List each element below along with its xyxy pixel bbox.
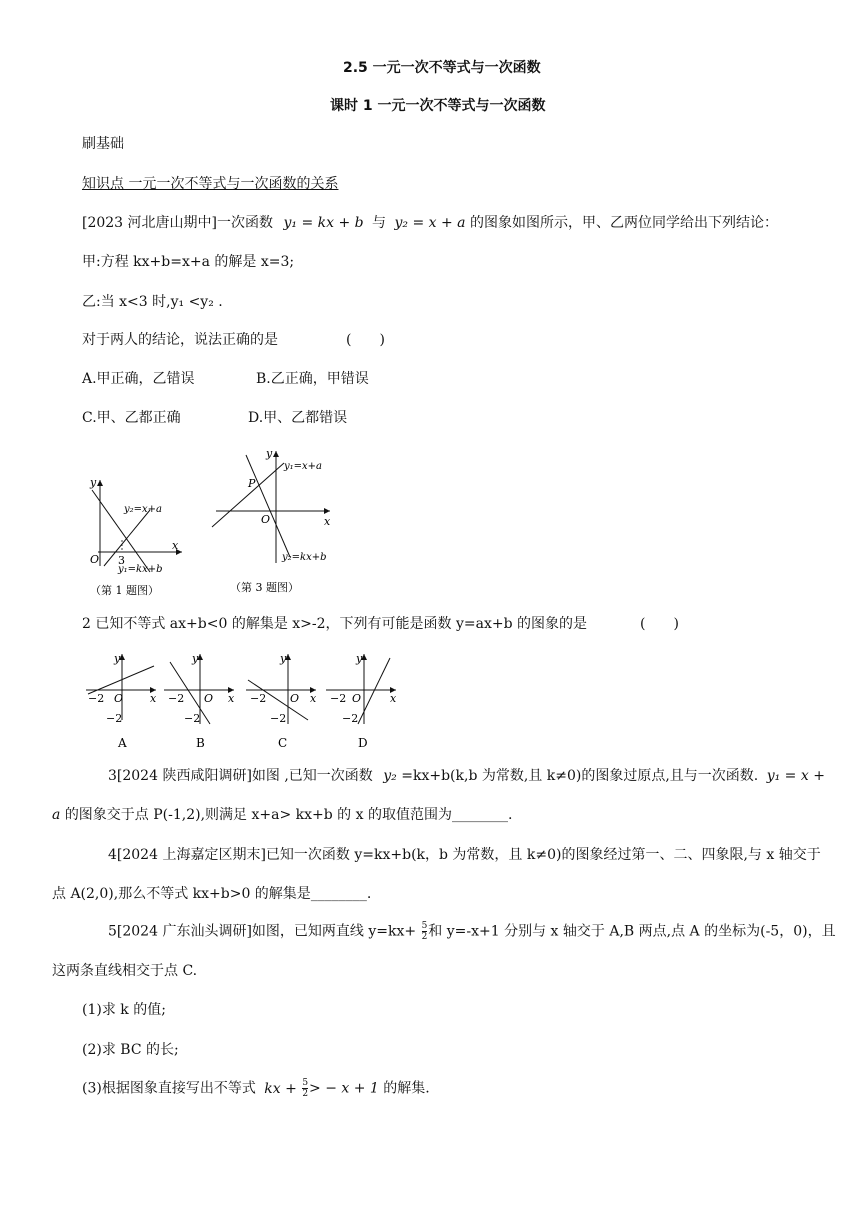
page-subtitle: 课时 1 一元一次不等式与一次函数 — [330, 98, 546, 114]
q5-text-b: 和 y=-x+1 分别与 x 轴交于 A,B 两点,点 A 的坐标为(-5，0)，且 — [428, 923, 836, 940]
q4-text: 点 A(2,0),那么不等式 kx+b>0 的解集是 — [52, 886, 311, 902]
q5-p3-frac-num: 5 — [302, 1078, 309, 1088]
q2c-o: O — [290, 692, 300, 705]
q3-end: . — [507, 807, 513, 823]
q1-bracket: ( ) — [346, 332, 385, 348]
q2a-m2y: −2 — [106, 712, 123, 725]
q2a-label: A — [118, 736, 127, 750]
q5-p3-math-b: > − x + 1 — [309, 1080, 379, 1097]
q1-intro-b: 的图象如图所示，甲、乙两位同学给出下列结论： — [469, 215, 778, 231]
q2-bracket: ( ) — [640, 616, 679, 632]
q2b-x: x — [228, 692, 235, 705]
q5-part-3 — [82, 1078, 430, 1099]
q2-graph-d[interactable] — [324, 650, 404, 750]
q3-line-2 — [52, 805, 512, 825]
fig3-point-p: P — [248, 477, 256, 490]
q1-option-d[interactable]: D.甲、乙都错误 — [248, 410, 348, 426]
q5-frac-den: 2 — [421, 932, 428, 942]
q2d-m2x: −2 — [330, 692, 347, 705]
q5-frac-num: 5 — [421, 921, 428, 931]
q2c-x: x — [310, 692, 317, 705]
q5-text-a: 5[2024 广东汕头调研]如图，已知两直线 y=kx+ — [108, 923, 417, 940]
q1-yi: 乙:当 x<3 时,y₁ <y₂ . — [82, 294, 223, 310]
q5-part-1: (1)求 k 的值; — [82, 1002, 166, 1018]
q1-jia: 甲:方程 kx+b=x+a 的解是 x=3; — [82, 254, 295, 270]
q2a-x: x — [150, 692, 157, 705]
page-title: 2.5 一元一次不等式与一次函数 — [343, 60, 541, 76]
q5-line-1 — [108, 921, 836, 942]
fig3-line-1-label: y₁=x+a — [284, 461, 323, 472]
q2b-label: B — [196, 736, 205, 750]
q1-formula-1: y₁ = kx + b — [283, 215, 364, 231]
q2-text: 2 已知不等式 ax+b<0 的解集是 x>-2，下列有可能是函数 y=ax+b 的图象的是 — [82, 616, 588, 632]
q3-line-1 — [108, 766, 825, 786]
q3-text-c: 的图象交于点 P(-1,2),则满足 x+a> kx+b 的 x 的取值范围为 — [64, 807, 452, 823]
q5-p3-math-a: kx + — [264, 1080, 297, 1097]
q2c-label: C — [278, 736, 288, 750]
q5-fraction — [422, 921, 428, 942]
q2d-m2y: −2 — [342, 712, 359, 725]
q1-option-a[interactable]: A.甲正确，乙错误 — [82, 371, 195, 387]
q2a-o: O — [114, 692, 124, 705]
fig1-x-label: x — [172, 539, 179, 552]
fig3-y-label: y — [266, 447, 273, 460]
fig1-caption: （第 1 题图） — [90, 584, 159, 597]
q4-line-1: 4[2024 上海嘉定区期末]已知一次函数 y=kx+b(k，b 为常数，且 k≠0)的图象经过第一、二、四象限,与 x 轴交于 — [108, 847, 821, 863]
fig3-origin: O — [261, 513, 271, 526]
fig1-tick-3: 3 — [118, 554, 125, 567]
fig1-line-1-label: y₁=kx+b — [118, 564, 163, 575]
q2-graph-b[interactable] — [162, 650, 242, 750]
fig1-line-2-label: y₂=x+a — [124, 504, 163, 515]
q2b-o: O — [204, 692, 214, 705]
fig3-caption: （第 3 题图） — [230, 581, 299, 594]
q5-p3-text-a: (3)根据图象直接写出不等式 — [82, 1080, 256, 1097]
q3-text-b: =kx+b(k,b 为常数,且 k≠0)的图象过原点,且与一次函数. — [401, 768, 759, 784]
q2a-m2x: −2 — [88, 692, 105, 705]
q2d-y: y — [356, 652, 363, 665]
q2b-m2x: −2 — [168, 692, 185, 705]
q4-blank[interactable]: ________ — [310, 886, 367, 902]
q1-formula-2: y₂ = x + a — [394, 215, 466, 231]
topic-heading: 知识点 一元一次不等式与一次函数的关系 — [82, 176, 339, 192]
q2-graph-c[interactable] — [244, 650, 324, 750]
figure-3 — [210, 445, 340, 595]
fig3-x-label: x — [324, 515, 331, 528]
q3-formula-y2: y₂ — [383, 768, 397, 784]
q2d-o: O — [352, 692, 362, 705]
q5-part-2: (2)求 BC 的长; — [82, 1042, 179, 1058]
fig1-origin: O — [90, 553, 100, 566]
q1-option-b[interactable]: B.乙正确，甲错误 — [256, 371, 369, 387]
figure-1 — [82, 470, 202, 600]
q2c-m2x: −2 — [250, 692, 267, 705]
q2a-y: y — [114, 652, 121, 665]
section-label: 刷基础 — [82, 136, 124, 152]
fig3-line-2-label: y₂=kx+b — [282, 552, 327, 563]
q5-p3-fraction — [302, 1078, 308, 1099]
q4-end: . — [366, 886, 372, 902]
q3-blank[interactable]: ________ — [451, 807, 508, 823]
q4-line-2 — [52, 884, 371, 904]
q2b-y: y — [192, 652, 199, 665]
q3-text-a: 3[2024 陕西咸阳调研]如图 ,已知一次函数 — [108, 768, 373, 784]
q2d-x: x — [390, 692, 397, 705]
q2b-m2y: −2 — [184, 712, 201, 725]
q2d-label: D — [358, 736, 368, 750]
q1-mid: 与 — [372, 215, 387, 231]
q1-option-c[interactable]: C.甲、乙都正确 — [82, 410, 181, 426]
q3-var-a: a — [52, 807, 61, 823]
q1-question: 对于两人的结论，说法正确的是 — [82, 332, 278, 348]
q3-formula-y1: y₁ = x + — [766, 768, 825, 784]
q5-line-2: 这两条直线相交于点 C. — [52, 963, 198, 979]
q5-p3-frac-den: 2 — [302, 1089, 309, 1099]
q5-p3-text-b: 的解集. — [383, 1080, 430, 1097]
q2c-m2y: −2 — [270, 712, 287, 725]
q2-graph-a[interactable] — [84, 650, 164, 750]
q2c-y: y — [280, 652, 287, 665]
q1-intro-a: [2023 河北唐山期中]一次函数 — [82, 215, 274, 231]
fig1-y-label: y — [90, 476, 97, 489]
q1-intro — [82, 213, 778, 233]
